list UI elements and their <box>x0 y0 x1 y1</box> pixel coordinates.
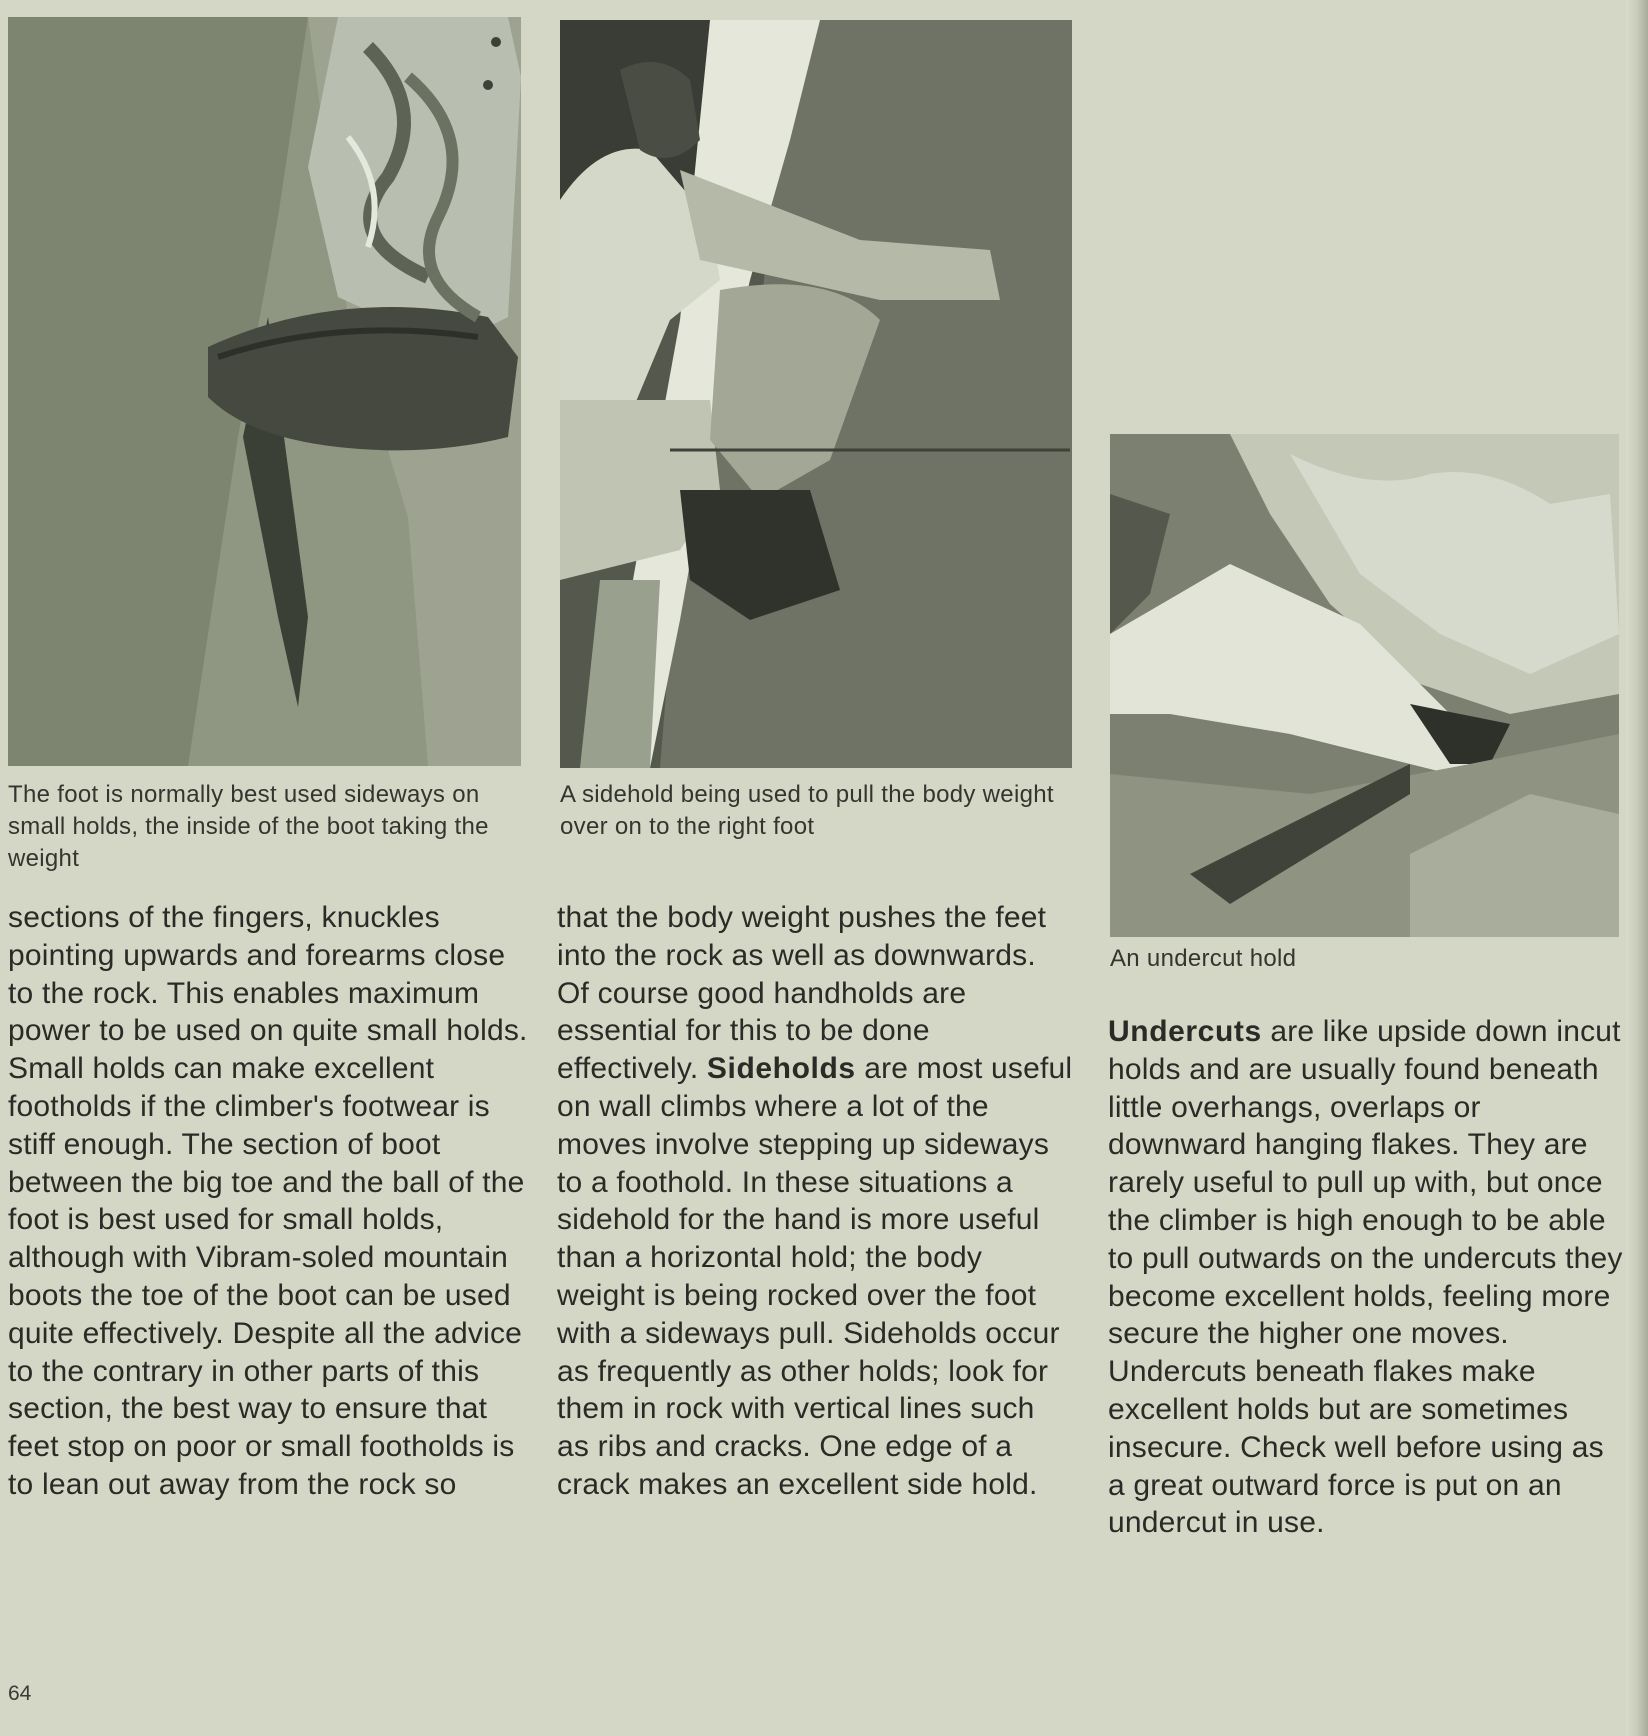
photo-sidehold-climber <box>560 20 1072 768</box>
caption-foot-photo: The foot is normally best used sideways on small holds, the inside of the boot taking the weight <box>8 781 489 872</box>
middle-column-text-2: are most useful on wall climbs where a lot of the moves involve stepping up sideways to a foothold. In these situations a sidehold for the hand is more useful than a horizontal hold; the body weight is being rocked over the foot with a sideways pull. Sideholds occur as frequently as other holds; look for them in rock with vertical lines such as ribs and cracks. One edge of a crack makes an excellent side hold. <box>557 1052 1073 1501</box>
photo-foot-on-hold <box>8 17 521 766</box>
caption-sidehold-photo: A sidehold being used to pull the body weight over on to the right foot <box>560 781 1054 840</box>
body-text-left-column: sections of the fingers, knuckles pointing upwards and forearms close to the rock. This enables maximum power to be used on quite small holds. Small holds can make excellent footholds if the climber's footwear is stiff enough. The section of boot between the big toe and the ball of the foot is best used for small holds, although with Vibram-soled mountain boots the toe of the boot can be used quite effectively. Despite all the advice to the contrary in other parts of this section, the best way to ensure that feet stop on poor or small footholds is to lean out away from the rock so <box>8 901 528 1501</box>
caption-undercut-photo: An undercut hold <box>1110 945 1297 972</box>
body-text-right-column <box>1108 1013 1623 1542</box>
page-number: 64 <box>8 1682 32 1705</box>
body-text-middle-column <box>557 899 1074 1504</box>
right-column-text: are like upside down incut holds and are usually found beneath little overhangs, overlaps or downward hanging flakes. They are rarely useful to pull up with, but once the climber is high enough to be able to pull outwards on the undercuts they become excellent holds, feeling more secure the higher one moves. Undercuts beneath flakes make excellent holds but are sometimes insecure. Check well before using as a great outward force is put on an undercut in use. <box>1108 1015 1623 1540</box>
middle-column-text-1: that the body weight pushes the feet into the rock as well as downwards. Of course good handholds are essential for this to be done effectively. <box>557 901 1047 1086</box>
page-edge <box>1626 0 1648 1736</box>
sideholds-heading: Sideholds <box>706 1052 856 1086</box>
undercuts-heading: Undercuts <box>1108 1015 1262 1048</box>
photo-undercut-hold <box>1110 434 1619 937</box>
